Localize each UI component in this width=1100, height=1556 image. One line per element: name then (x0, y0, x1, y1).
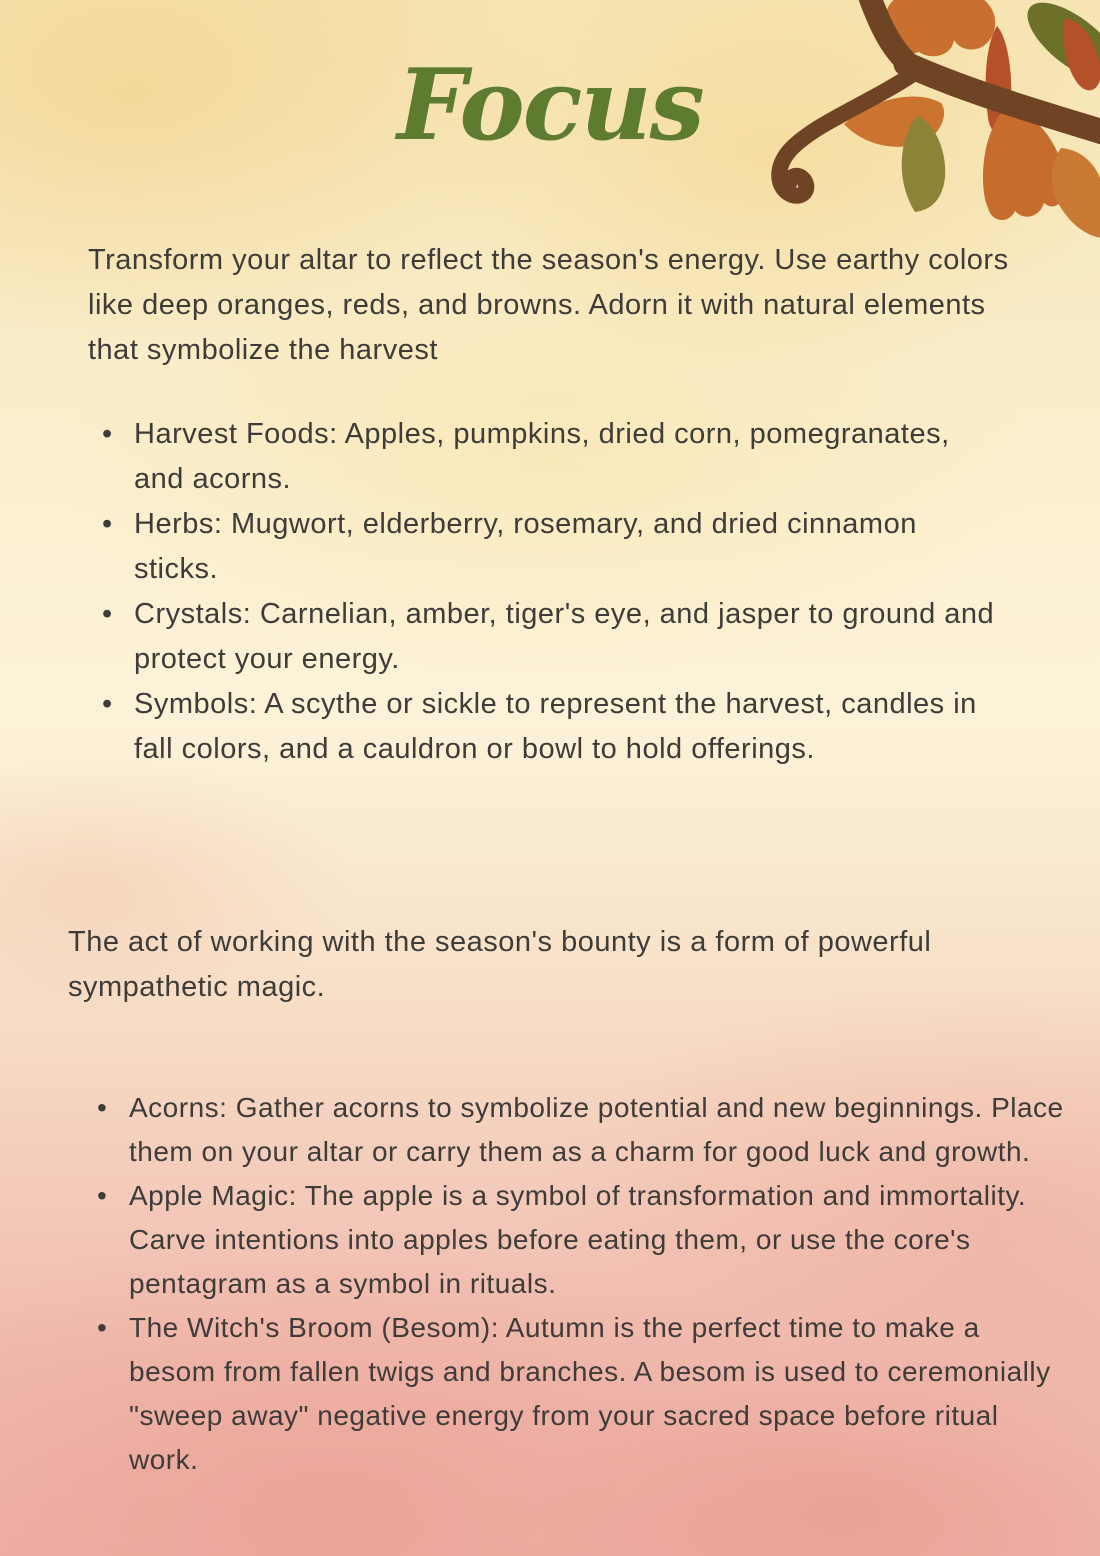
altar-items-list (100, 412, 1005, 772)
sympathetic-magic-paragraph: The act of working with the season's bounty is a form of powerful sympathetic magic. (68, 926, 932, 1003)
page-title: Focus (397, 48, 703, 163)
orange-leaf-icon (1052, 148, 1100, 238)
list-item-symbols: • Symbols: A scythe or sickle to represent the harvest, candles in fall colors, and a cauldron or bowl to hold offerings. (100, 682, 1005, 772)
list-item-acorns: • Acorns: Gather acorns to symbolize potential and new beginnings. Place them on your altar or carry them as a charm for good luck and growth. (95, 1086, 1070, 1174)
list-item-herbs: • Herbs: Mugwort, elderberry, rosemary, and dried cinnamon sticks. (100, 502, 1005, 592)
practices-list (95, 1086, 1070, 1482)
intro-paragraph: Transform your altar to reflect the season's energy. Use earthy colors like deep oranges, reds, and browns. Adorn it with natural elements that symbolize the harvest (88, 244, 1009, 366)
list-item-apple-magic: • Apple Magic: The apple is a symbol of transformation and immortality. Carve intentions into apples before eating them, or use the core's pentagram as a symbol in rituals. (95, 1174, 1070, 1306)
list-item-crystals: • Crystals: Carnelian, amber, tiger's eye, and jasper to ground and protect your energy. (100, 592, 1005, 682)
list-item-witchs-broom: • The Witch's Broom (Besom): Autumn is the perfect time to make a besom from fallen twigs and branches. A besom is used to ceremonially "sweep away" negative energy from your sacred space before ritual work. (95, 1306, 1070, 1482)
list-item-harvest-foods: • Harvest Foods: Apples, pumpkins, dried corn, pomegranates, and acorns. (100, 412, 1005, 502)
